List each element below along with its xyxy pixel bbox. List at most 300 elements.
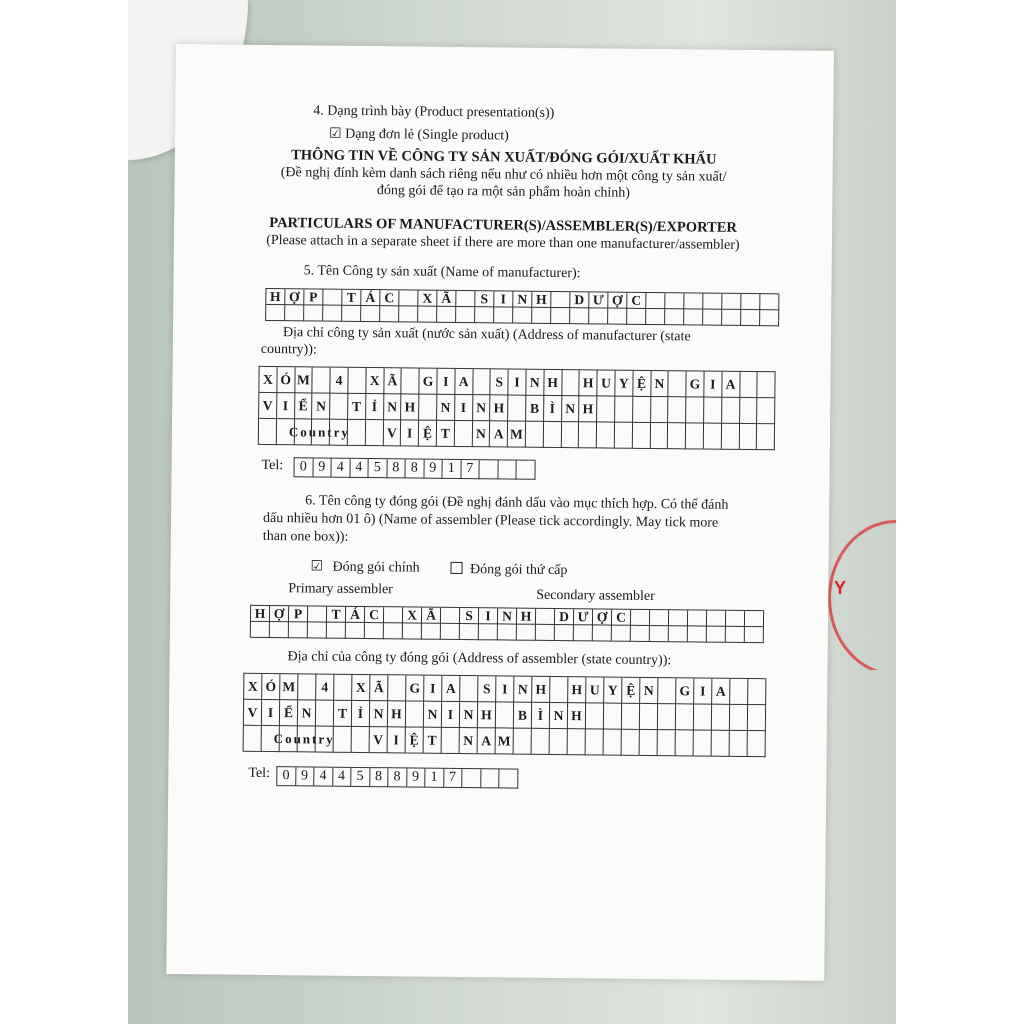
grid-cell: Ợ bbox=[593, 609, 612, 625]
grid-cell bbox=[574, 625, 593, 641]
section4-heading: 4. Dạng trình bày (Product presentation(s)) bbox=[313, 103, 555, 121]
grid-cell bbox=[707, 627, 726, 643]
grid-cell: N bbox=[298, 700, 316, 726]
grid-cell bbox=[669, 371, 687, 397]
grid-cell bbox=[555, 625, 574, 641]
grid-cell bbox=[722, 310, 741, 326]
grid-cell: X bbox=[352, 675, 370, 701]
grid-cell bbox=[384, 623, 403, 639]
stamp-letter: Y bbox=[834, 578, 847, 598]
grid-cell bbox=[748, 679, 766, 705]
grid-cell bbox=[760, 310, 779, 326]
grid-cell bbox=[612, 626, 631, 642]
grid-cell bbox=[593, 625, 612, 641]
grid-cell bbox=[462, 769, 481, 788]
grid-cell: Ể bbox=[295, 393, 313, 419]
grid-cell: H bbox=[568, 677, 586, 703]
grid-cell bbox=[597, 422, 615, 448]
grid-cell: C bbox=[365, 607, 384, 623]
grid-cell bbox=[631, 626, 650, 642]
grid-cell bbox=[686, 397, 704, 423]
grid-cell: I bbox=[437, 369, 455, 395]
company-info-note-en: (Please attach in a separate sheet if there are more than one manufacturer/assembler) bbox=[266, 232, 740, 253]
grid-cell: T bbox=[437, 421, 455, 447]
grid-cell: 4 bbox=[316, 675, 334, 701]
grid-cell: 5 bbox=[368, 459, 387, 478]
grid-cell bbox=[658, 678, 676, 704]
primary-assembler-option bbox=[310, 558, 419, 576]
grid-cell bbox=[532, 729, 550, 755]
grid-cell bbox=[499, 769, 518, 788]
assembler-heading-3: than one box)): bbox=[262, 528, 349, 545]
grid-cell bbox=[536, 625, 555, 641]
grid-cell bbox=[579, 422, 597, 448]
grid-cell: H bbox=[580, 370, 598, 396]
grid-cell bbox=[437, 307, 456, 323]
grid-cell bbox=[669, 610, 688, 626]
grid-cell bbox=[513, 308, 532, 324]
grid-cell bbox=[388, 675, 406, 701]
grid-cell: I bbox=[694, 678, 712, 704]
grid-cell: X bbox=[244, 674, 262, 700]
grid-cell bbox=[544, 422, 562, 448]
grid-cell: 1 bbox=[425, 769, 444, 788]
grid-cell bbox=[419, 395, 437, 421]
manufacturer-address-label-1: Địa chỉ công ty sản xuất (nước sản xuất) (Address of manufacturer (state bbox=[282, 325, 691, 345]
grid-cell bbox=[330, 394, 348, 420]
grid-cell bbox=[730, 705, 748, 731]
grid-cell bbox=[479, 624, 498, 640]
grid-cell: Ã bbox=[384, 368, 402, 394]
checkbox-checked-icon: ☑ bbox=[310, 559, 324, 575]
grid-cell bbox=[334, 675, 352, 701]
grid-cell bbox=[757, 398, 775, 424]
grid-cell: M bbox=[295, 367, 313, 393]
grid-cell bbox=[694, 704, 712, 730]
grid-cell bbox=[475, 307, 494, 323]
grid-cell bbox=[455, 421, 473, 447]
company-info-title-en: PARTICULARS OF MANUFACTURER(S)/ASSEMBLER(S)/EXPORTER bbox=[269, 214, 737, 236]
grid-cell bbox=[406, 701, 424, 727]
grid-cell bbox=[658, 704, 676, 730]
grid-cell: H bbox=[579, 396, 597, 422]
grid-cell bbox=[589, 308, 608, 324]
grid-cell bbox=[730, 679, 748, 705]
grid-cell: H bbox=[568, 703, 586, 729]
grid-cell: Ỉ bbox=[352, 701, 370, 727]
grid-cell: M bbox=[496, 728, 514, 754]
country-label: Country bbox=[273, 730, 335, 747]
grid-cell: Ệ bbox=[406, 727, 424, 753]
grid-cell: X bbox=[403, 607, 422, 623]
grid-cell: Y bbox=[604, 678, 622, 704]
grid-cell bbox=[676, 704, 694, 730]
grid-cell: V bbox=[244, 700, 262, 726]
grid-cell: I bbox=[455, 395, 473, 421]
grid-cell: Ệ bbox=[419, 421, 437, 447]
grid-cell: Ã bbox=[437, 291, 456, 307]
grid-cell: X bbox=[418, 291, 437, 307]
assembler-tel-label: Tel: bbox=[248, 765, 271, 782]
grid-cell bbox=[346, 623, 365, 639]
grid-cell bbox=[298, 674, 316, 700]
grid-cell bbox=[361, 306, 380, 322]
grid-cell: 0 bbox=[294, 458, 313, 477]
grid-cell bbox=[608, 309, 627, 325]
grid-cell bbox=[479, 460, 498, 479]
grid-cell bbox=[498, 460, 517, 479]
grid-cell: 4 bbox=[350, 459, 369, 478]
secondary-assembler-option bbox=[450, 562, 567, 579]
manufacturer-address-label-2: country)): bbox=[260, 341, 317, 358]
grid-cell: B bbox=[526, 396, 544, 422]
grid-cell bbox=[665, 293, 684, 309]
grid-cell bbox=[712, 731, 730, 757]
grid-cell bbox=[740, 398, 758, 424]
grid-cell bbox=[289, 622, 308, 638]
grid-cell: Ư bbox=[574, 609, 593, 625]
grid-cell bbox=[646, 309, 665, 325]
grid-cell bbox=[586, 729, 604, 755]
grid-cell: N bbox=[651, 371, 669, 397]
grid-cell: S bbox=[475, 291, 494, 307]
grid-cell: N bbox=[498, 608, 517, 624]
grid-cell: A bbox=[455, 369, 473, 395]
grid-cell bbox=[550, 729, 568, 755]
grid-cell bbox=[633, 423, 651, 449]
grid-cell bbox=[517, 625, 536, 641]
assembler-heading-1: 6. Tên công ty đóng gói (Đề nghị đánh dấu vào mục thích hợp. Có thể đánh bbox=[305, 493, 729, 513]
single-product-label: Dạng đơn lẻ (Single product) bbox=[345, 126, 509, 144]
grid-cell bbox=[627, 309, 646, 325]
grid-cell: 4 bbox=[331, 459, 350, 478]
grid-cell: T bbox=[327, 607, 346, 623]
grid-cell bbox=[456, 291, 475, 307]
grid-cell: 8 bbox=[370, 768, 389, 787]
grid-cell bbox=[561, 422, 579, 448]
grid-cell: N bbox=[472, 421, 490, 447]
grid-cell: 9 bbox=[424, 460, 443, 479]
grid-cell bbox=[646, 293, 665, 309]
grid-cell: V bbox=[383, 420, 401, 446]
checkbox-empty-icon bbox=[450, 562, 462, 574]
grid-cell: S bbox=[478, 676, 496, 702]
grid-cell: I bbox=[704, 372, 722, 398]
grid-cell bbox=[313, 367, 331, 393]
grid-cell bbox=[251, 622, 270, 638]
grid-cell bbox=[551, 292, 570, 308]
grid-cell: G bbox=[406, 675, 424, 701]
grid-cell bbox=[399, 306, 418, 322]
grid-cell bbox=[740, 372, 758, 398]
grid-cell: Ợ bbox=[270, 606, 289, 622]
primary-assembler-label-en: Primary assembler bbox=[288, 581, 393, 598]
grid-cell bbox=[650, 610, 669, 626]
grid-cell bbox=[741, 294, 760, 310]
assembler-heading-2: dấu nhiều hơn 01 ô) (Name of assembler (Please tick accordingly. May tick more bbox=[262, 510, 719, 531]
grid-cell: Ì bbox=[532, 703, 550, 729]
grid-cell: P bbox=[304, 289, 323, 305]
grid-cell bbox=[481, 769, 500, 788]
grid-cell bbox=[704, 398, 722, 424]
grid-cell: Ó bbox=[277, 367, 295, 393]
grid-cell: H bbox=[478, 702, 496, 728]
grid-cell bbox=[676, 730, 694, 756]
grid-cell: I bbox=[424, 676, 442, 702]
grid-cell: H bbox=[544, 370, 562, 396]
grid-cell bbox=[441, 608, 460, 624]
grid-cell bbox=[658, 730, 676, 756]
grid-cell bbox=[418, 307, 437, 323]
grid-cell bbox=[456, 307, 475, 323]
grid-cell bbox=[244, 726, 335, 752]
grid-cell: N bbox=[424, 702, 442, 728]
company-info-note-vi-1: (Đề nghị đính kèm danh sách riêng nếu như có nhiều hơn một công ty sản xuất/ bbox=[280, 165, 727, 185]
single-product-option bbox=[329, 126, 509, 145]
grid-cell: N bbox=[526, 370, 544, 396]
grid-cell bbox=[308, 606, 327, 622]
manufacturer-tel-label: Tel: bbox=[261, 457, 284, 474]
grid-cell: 7 bbox=[461, 460, 480, 479]
grid-cell: H bbox=[532, 292, 551, 308]
assembler-address-grid bbox=[243, 673, 767, 757]
grid-cell: H bbox=[266, 289, 285, 305]
grid-cell: 4 bbox=[333, 768, 352, 787]
grid-cell: N bbox=[550, 703, 568, 729]
grid-cell: N bbox=[370, 701, 388, 727]
grid-cell bbox=[323, 290, 342, 306]
grid-cell bbox=[707, 611, 726, 627]
grid-cell bbox=[745, 611, 764, 627]
grid-cell: A bbox=[478, 728, 496, 754]
grid-cell: H bbox=[517, 609, 536, 625]
grid-cell: T bbox=[424, 728, 442, 754]
grid-cell bbox=[422, 624, 441, 640]
grid-cell bbox=[739, 424, 757, 450]
grid-cell bbox=[721, 424, 739, 450]
form-page bbox=[166, 44, 834, 981]
grid-cell bbox=[551, 308, 570, 324]
grid-cell: 8 bbox=[405, 459, 424, 478]
grid-cell: Ó bbox=[262, 674, 280, 700]
grid-cell: Ệ bbox=[633, 371, 651, 397]
grid-cell bbox=[304, 305, 323, 321]
grid-cell: N bbox=[562, 396, 580, 422]
company-info-note-vi-2: đóng gói để tạo ra một sản phẩm hoàn chỉnh) bbox=[376, 183, 631, 201]
grid-cell bbox=[631, 610, 650, 626]
grid-cell bbox=[615, 397, 633, 423]
grid-cell bbox=[722, 294, 741, 310]
grid-cell bbox=[352, 727, 370, 753]
grid-cell: A bbox=[712, 679, 730, 705]
grid-cell bbox=[622, 730, 640, 756]
grid-cell: Ì bbox=[544, 396, 562, 422]
grid-cell bbox=[760, 294, 779, 310]
grid-cell: Ợ bbox=[285, 289, 304, 305]
grid-cell: 9 bbox=[313, 458, 332, 477]
assembler-name-grid bbox=[250, 605, 764, 643]
grid-cell: X bbox=[259, 367, 277, 393]
grid-cell bbox=[532, 308, 551, 324]
grid-cell: M bbox=[508, 421, 526, 447]
grid-cell: Ỉ bbox=[366, 394, 384, 420]
grid-cell bbox=[650, 423, 668, 449]
grid-cell: H bbox=[532, 677, 550, 703]
grid-cell bbox=[365, 623, 384, 639]
company-info-title-vi: THÔNG TIN VỀ CÔNG TY SẢN XUẤT/ĐÓNG GÓI/XUẤT KHẨU bbox=[291, 147, 717, 168]
grid-cell: 9 bbox=[296, 767, 315, 786]
grid-cell: I bbox=[508, 370, 526, 396]
grid-cell: S bbox=[491, 369, 509, 395]
grid-cell bbox=[342, 306, 361, 322]
grid-cell: N bbox=[514, 677, 532, 703]
grid-cell bbox=[640, 704, 658, 730]
grid-cell: G bbox=[686, 371, 704, 397]
grid-cell bbox=[688, 610, 707, 626]
grid-cell bbox=[703, 294, 722, 310]
grid-cell bbox=[722, 398, 740, 424]
grid-cell bbox=[460, 624, 479, 640]
grid-cell bbox=[460, 676, 478, 702]
grid-cell: I bbox=[388, 727, 406, 753]
grid-cell bbox=[633, 397, 651, 423]
grid-cell: N bbox=[460, 728, 478, 754]
grid-cell bbox=[380, 306, 399, 322]
grid-cell: T bbox=[342, 290, 361, 306]
grid-cell bbox=[597, 396, 615, 422]
grid-cell bbox=[712, 705, 730, 731]
manufacturer-name-grid bbox=[265, 288, 779, 326]
grid-cell bbox=[615, 423, 633, 449]
grid-cell: G bbox=[676, 678, 694, 704]
grid-cell: C bbox=[380, 290, 399, 306]
country-label: Country bbox=[288, 423, 350, 440]
grid-cell: A bbox=[442, 676, 460, 702]
grid-cell: B bbox=[514, 703, 532, 729]
grid-cell bbox=[604, 704, 622, 730]
grid-cell: N bbox=[460, 702, 478, 728]
grid-cell bbox=[650, 626, 669, 642]
grid-cell bbox=[745, 627, 764, 643]
grid-cell: 5 bbox=[351, 768, 370, 787]
grid-cell: U bbox=[586, 677, 604, 703]
grid-cell: C bbox=[627, 293, 646, 309]
grid-cell bbox=[441, 624, 460, 640]
grid-cell bbox=[327, 623, 346, 639]
grid-cell bbox=[570, 308, 589, 324]
grid-cell: N bbox=[437, 395, 455, 421]
grid-cell bbox=[688, 626, 707, 642]
grid-cell: T bbox=[348, 394, 366, 420]
grid-cell bbox=[399, 290, 418, 306]
grid-cell: N bbox=[473, 395, 491, 421]
grid-cell bbox=[741, 310, 760, 326]
grid-cell: H bbox=[388, 701, 406, 727]
grid-cell: H bbox=[401, 394, 419, 420]
grid-cell: X bbox=[366, 368, 384, 394]
checkbox-checked-icon: ☑ bbox=[328, 126, 342, 142]
grid-cell: H bbox=[490, 395, 508, 421]
grid-cell bbox=[308, 622, 327, 638]
grid-cell: 4 bbox=[314, 767, 333, 786]
manufacturer-tel-grid bbox=[293, 457, 535, 480]
grid-cell: T bbox=[334, 701, 352, 727]
grid-cell: Á bbox=[346, 607, 365, 623]
grid-cell: Ợ bbox=[608, 293, 627, 309]
grid-cell: N bbox=[513, 292, 532, 308]
grid-cell bbox=[703, 310, 722, 326]
red-stamp bbox=[820, 520, 896, 670]
grid-cell: 4 bbox=[331, 368, 349, 394]
assembler-address-label: Địa chỉ của công ty đóng gói (Address of assembler (state country)): bbox=[287, 649, 672, 669]
grid-cell: A bbox=[722, 372, 740, 398]
secondary-assembler-label-en: Secondary assembler bbox=[536, 587, 655, 605]
grid-cell bbox=[726, 611, 745, 627]
grid-cell bbox=[498, 624, 517, 640]
grid-cell: C bbox=[612, 610, 631, 626]
grid-cell: I bbox=[494, 291, 513, 307]
grid-cell bbox=[348, 368, 366, 394]
grid-cell: I bbox=[496, 676, 514, 702]
grid-cell: G bbox=[420, 369, 438, 395]
grid-cell bbox=[514, 729, 532, 755]
grid-cell: Ã bbox=[370, 675, 388, 701]
manufacturer-address-grid bbox=[258, 366, 776, 450]
grid-cell bbox=[668, 397, 686, 423]
grid-cell bbox=[508, 396, 526, 422]
grid-cell bbox=[526, 422, 544, 448]
grid-cell: I bbox=[479, 608, 498, 624]
grid-cell bbox=[568, 729, 586, 755]
grid-cell bbox=[366, 420, 384, 446]
grid-cell: I bbox=[277, 393, 295, 419]
grid-cell bbox=[694, 730, 712, 756]
grid-cell bbox=[536, 609, 555, 625]
grid-cell bbox=[270, 622, 289, 638]
grid-cell: Ư bbox=[589, 292, 608, 308]
grid-cell: Ã bbox=[422, 608, 441, 624]
grid-cell bbox=[496, 702, 514, 728]
grid-cell bbox=[323, 306, 342, 322]
grid-cell: S bbox=[460, 608, 479, 624]
grid-cell bbox=[748, 731, 766, 757]
grid-cell bbox=[550, 677, 568, 703]
grid-cell: Ể bbox=[280, 700, 298, 726]
grid-cell: A bbox=[490, 421, 508, 447]
grid-cell: U bbox=[597, 370, 615, 396]
grid-cell bbox=[704, 424, 722, 450]
secondary-assembler-label-vi: Đóng gói thứ cấp bbox=[469, 562, 568, 579]
grid-cell bbox=[259, 419, 350, 445]
grid-cell: P bbox=[289, 606, 308, 622]
grid-cell bbox=[684, 293, 703, 309]
grid-cell: 1 bbox=[442, 460, 461, 479]
grid-cell bbox=[562, 370, 580, 396]
grid-cell bbox=[266, 305, 285, 321]
grid-cell bbox=[442, 728, 460, 754]
grid-cell bbox=[348, 420, 366, 446]
grid-cell: N bbox=[640, 678, 658, 704]
grid-cell: D bbox=[555, 609, 574, 625]
grid-cell: I bbox=[262, 700, 280, 726]
grid-cell bbox=[473, 369, 491, 395]
grid-cell bbox=[665, 309, 684, 325]
grid-cell bbox=[758, 372, 776, 398]
grid-cell bbox=[334, 727, 352, 753]
grid-cell bbox=[622, 704, 640, 730]
grid-cell bbox=[494, 307, 513, 323]
grid-cell bbox=[640, 730, 658, 756]
